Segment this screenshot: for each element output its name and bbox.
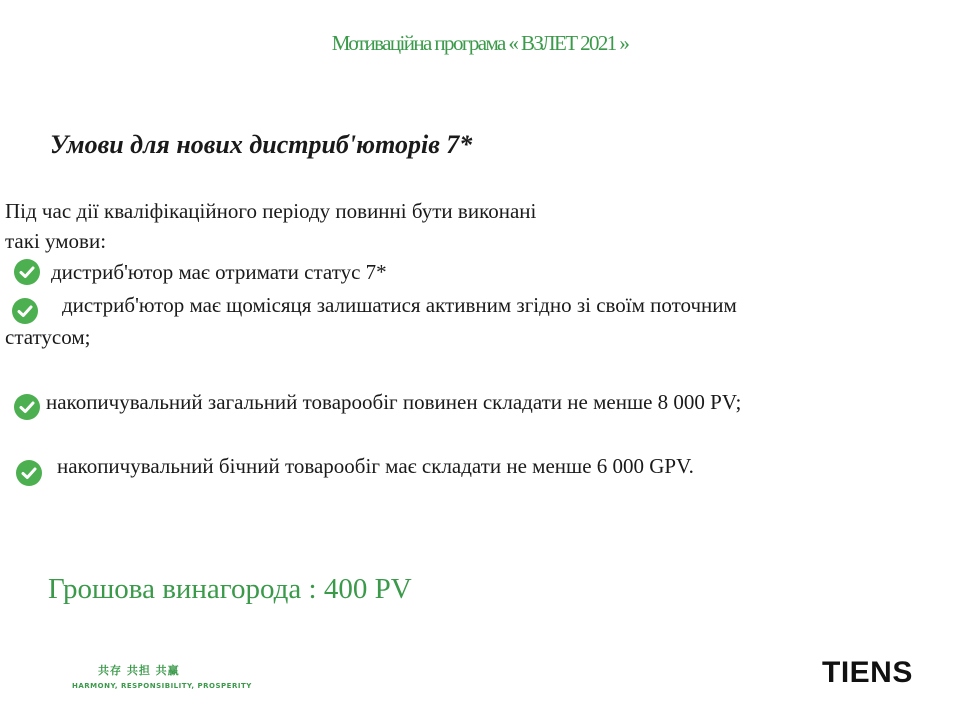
check-circle-icon xyxy=(14,394,40,420)
tiens-logo: TIENS xyxy=(822,656,913,689)
section-subtitle: Умови для нових дистриб'юторів 7* xyxy=(50,130,473,159)
page-header-title: Мотиваційна програма « ВЗЛЕТ 2021 » xyxy=(331,31,629,55)
footer-slogan xyxy=(72,662,252,690)
slogan-chinese: 共存 共担 共赢 xyxy=(98,664,180,677)
slogan-english: HARMONY, RESPONSIBILITY, PROSPERITY xyxy=(72,682,252,690)
check-circle-icon xyxy=(14,259,40,285)
intro-line-2: такі умови: xyxy=(5,229,107,253)
reward-text: Грошова винагорода : 400 PV xyxy=(48,573,412,605)
check-circle-icon xyxy=(12,298,38,324)
condition-1-text: дистриб'ютор має отримати статус 7* xyxy=(51,260,387,284)
condition-2-text: дистриб'ютор має щомісяця залишатися активним згідно зі своїм поточним xyxy=(62,293,737,317)
condition-3-text: накопичувальний загальний товарообіг повинен складати не менше 8 000 PV; xyxy=(46,390,742,414)
check-circle-icon xyxy=(16,460,42,486)
intro-line-1: Під час дії кваліфікаційного періоду повинні бути виконані xyxy=(5,199,537,223)
condition-2-text-cont: статусом; xyxy=(5,325,91,349)
condition-4-text: накопичувальний бічний товарообіг має складати не менше 6 000 GPV. xyxy=(57,454,694,478)
